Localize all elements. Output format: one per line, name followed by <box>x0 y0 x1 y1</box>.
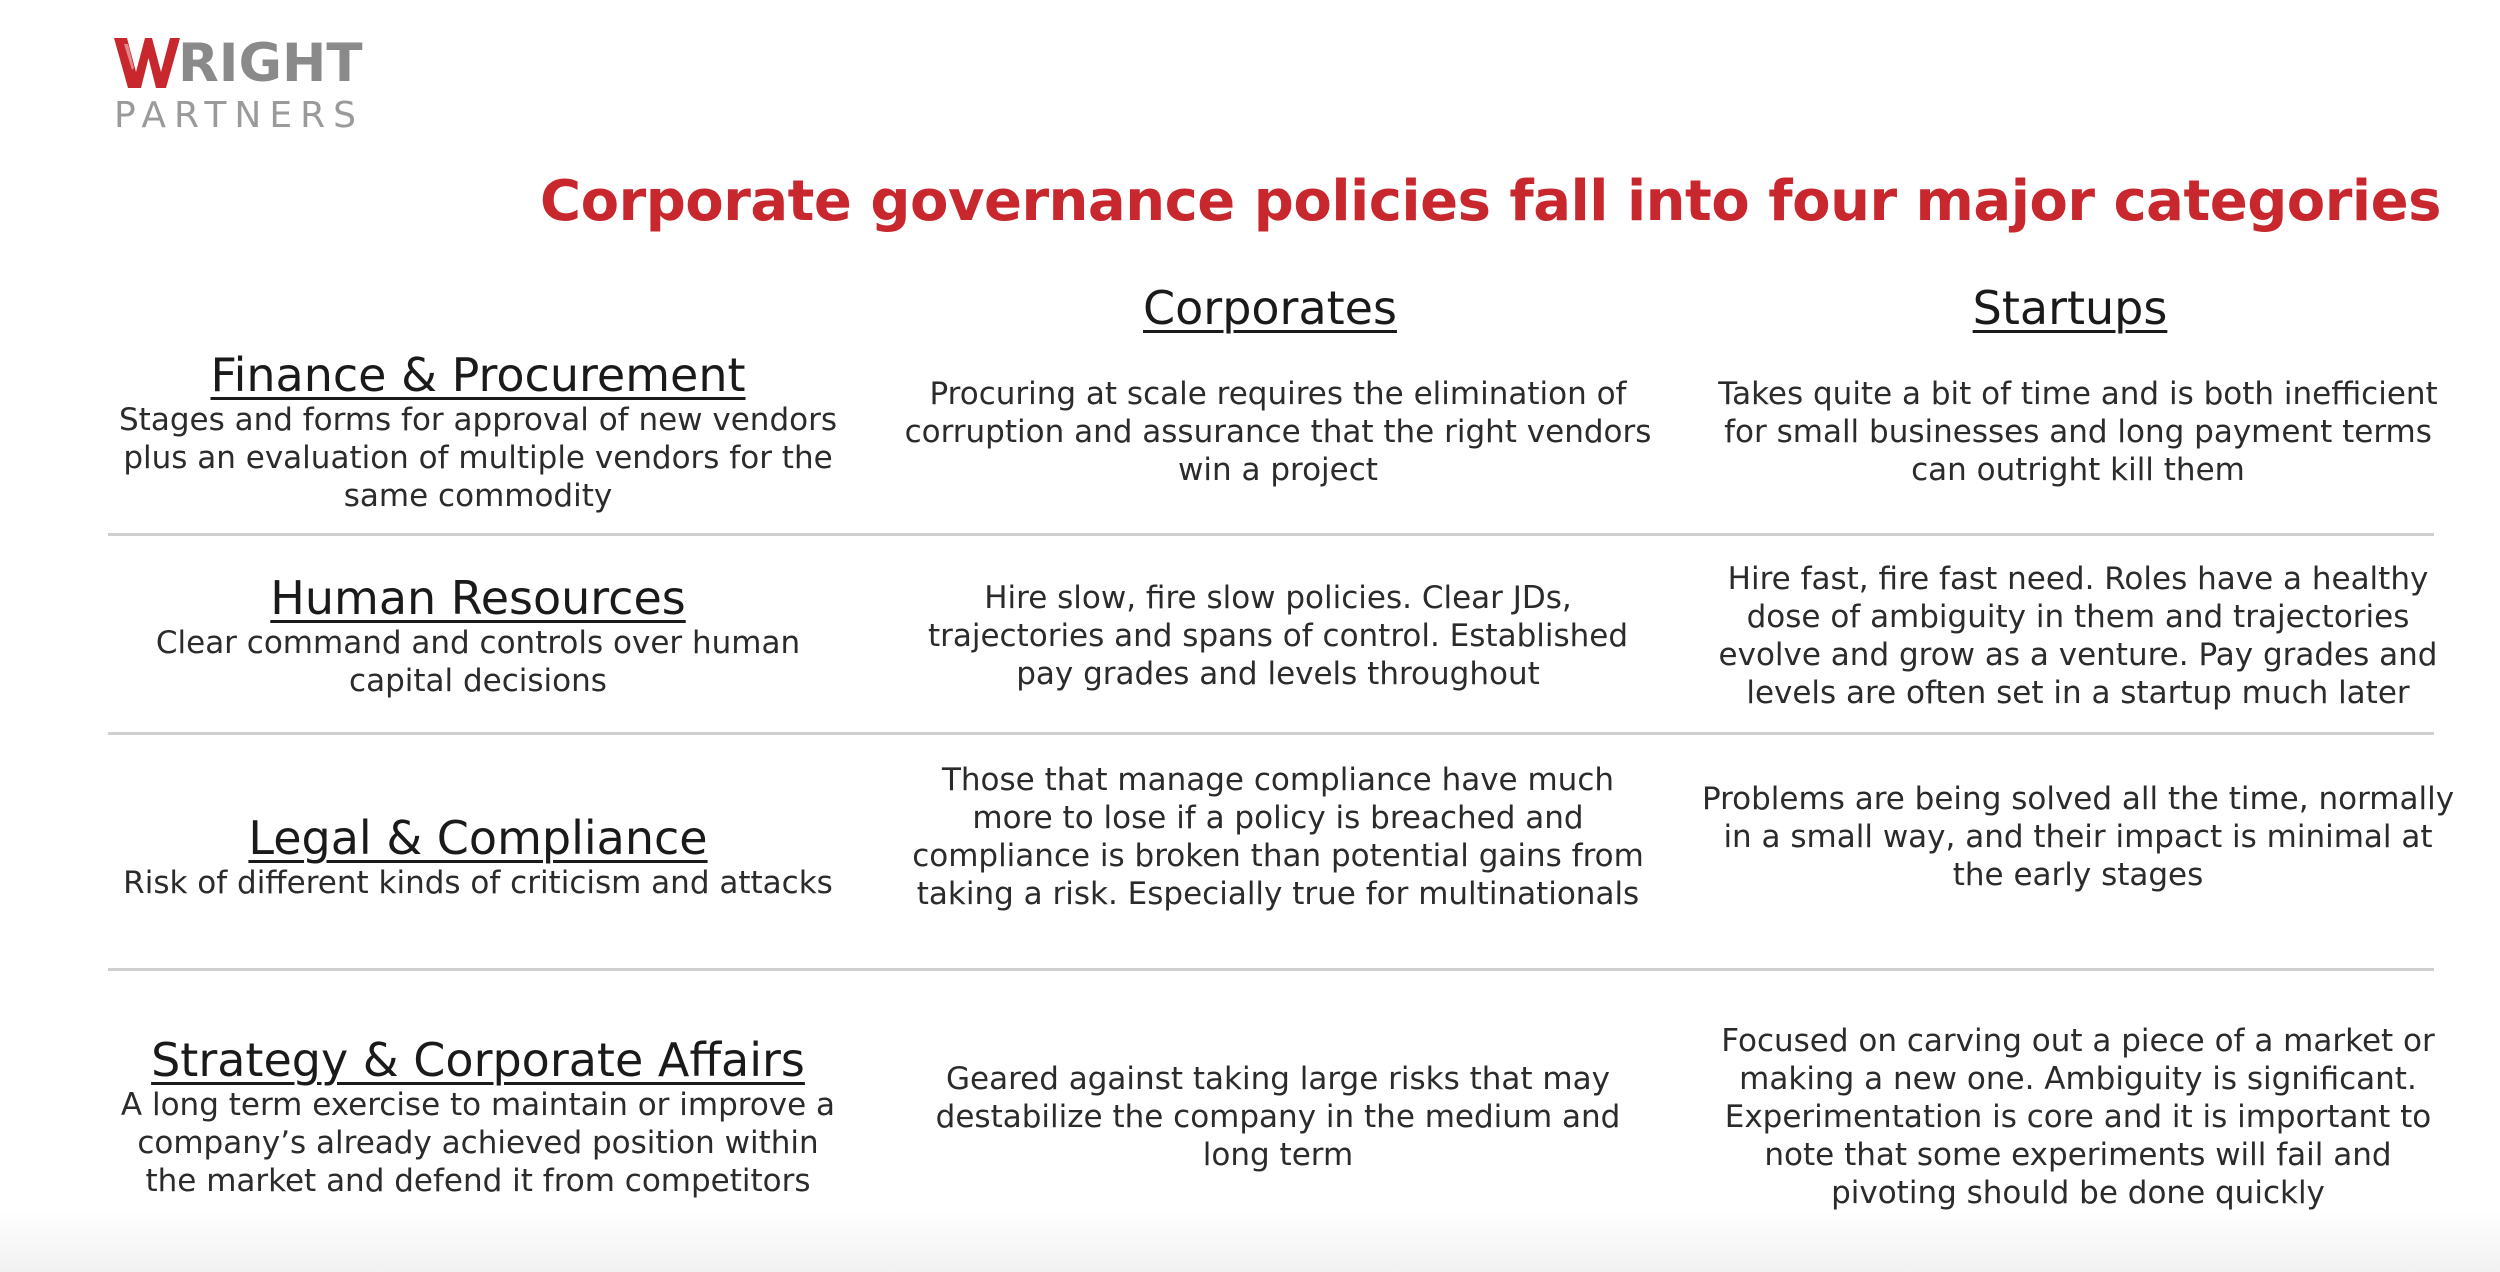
corporates-text: Hire slow, fire slow policies. Clear JDs, trajectories and spans of control. Established pay grades and levels throughout <box>927 580 1629 692</box>
category-title: Human Resources <box>270 571 686 625</box>
category-description: Risk of different kinds of criticism and attacks <box>123 865 833 901</box>
startups-text: Problems are being solved all the time, normally in a small way, and their impact is minimal at the early stages <box>1701 781 2455 893</box>
table-row <box>108 1010 2434 1224</box>
corporates-text: Geared against taking large risks that may destabilize the company in the medium and long term <box>935 1061 1621 1173</box>
category-cell <box>108 548 848 724</box>
category-cell <box>108 1010 848 1224</box>
logo-wordmark <box>114 33 363 94</box>
startups-cell <box>1698 548 2458 724</box>
column-header-corporates: Corporates <box>1143 281 1397 335</box>
page-title: Corporate governance policies fall into four major categories <box>540 169 2441 234</box>
category-description: A long term exercise to maintain or improve a company’s already achieved position within the market and defend it from competitors <box>120 1087 836 1199</box>
category-description: Clear command and controls over human capital decisions <box>155 625 801 699</box>
row-divider <box>108 732 2434 735</box>
bottom-shadow <box>0 1212 2500 1272</box>
table-row <box>108 548 2438 724</box>
corporates-cell <box>898 752 1658 922</box>
logo-wordmark-text: RIGHT <box>178 33 363 94</box>
corporates-text: Those that manage compliance have much more to lose if a policy is breached and compliance is broken than potential gains from taking a risk. Especially true for multinationals <box>912 762 1644 912</box>
startups-text: Hire fast, fire fast need. Roles have a healthy dose of ambiguity in them and trajectories evolve and grow as a venture. Pay grades and levels are often set in a startup much later <box>1718 561 2438 711</box>
corporates-cell <box>898 366 1658 498</box>
category-cell <box>108 336 848 528</box>
row-divider <box>108 533 2434 536</box>
category-cell <box>108 752 848 962</box>
category-description: Stages and forms for approval of new vendors plus an evaluation of multiple vendors for the same commodity <box>119 402 837 514</box>
category-title: Strategy & Corporate Affairs <box>151 1033 805 1087</box>
corporates-cell <box>898 548 1658 724</box>
table-row <box>108 752 2455 962</box>
logo-subline: PARTNERS <box>114 95 364 136</box>
startups-text: Focused on carving out a piece of a market or making a new one. Ambiguity is significant. Experimentation is core and it is important to note that some experiments will fail and pivoting should be done quickly <box>1721 1023 2435 1211</box>
corporates-cell <box>898 1010 1658 1224</box>
corporates-text: Procuring at scale requires the elimination of corruption and assurance that the right vendors win a project <box>904 376 1652 488</box>
startups-cell <box>1698 366 2458 498</box>
startups-text: Takes quite a bit of time and is both inefficient for small businesses and long payment terms can outright kill them <box>1718 376 2438 488</box>
wright-partners-logo <box>114 33 414 138</box>
logo-w-mark-icon <box>114 38 180 88</box>
category-title: Legal & Compliance <box>248 811 708 865</box>
startups-cell <box>1698 752 2458 922</box>
startups-cell <box>1698 1010 2458 1224</box>
category-title: Finance & Procurement <box>210 348 746 402</box>
table-row <box>108 336 2438 528</box>
row-divider <box>108 968 2434 971</box>
column-header-startups: Startups <box>1972 281 2168 335</box>
